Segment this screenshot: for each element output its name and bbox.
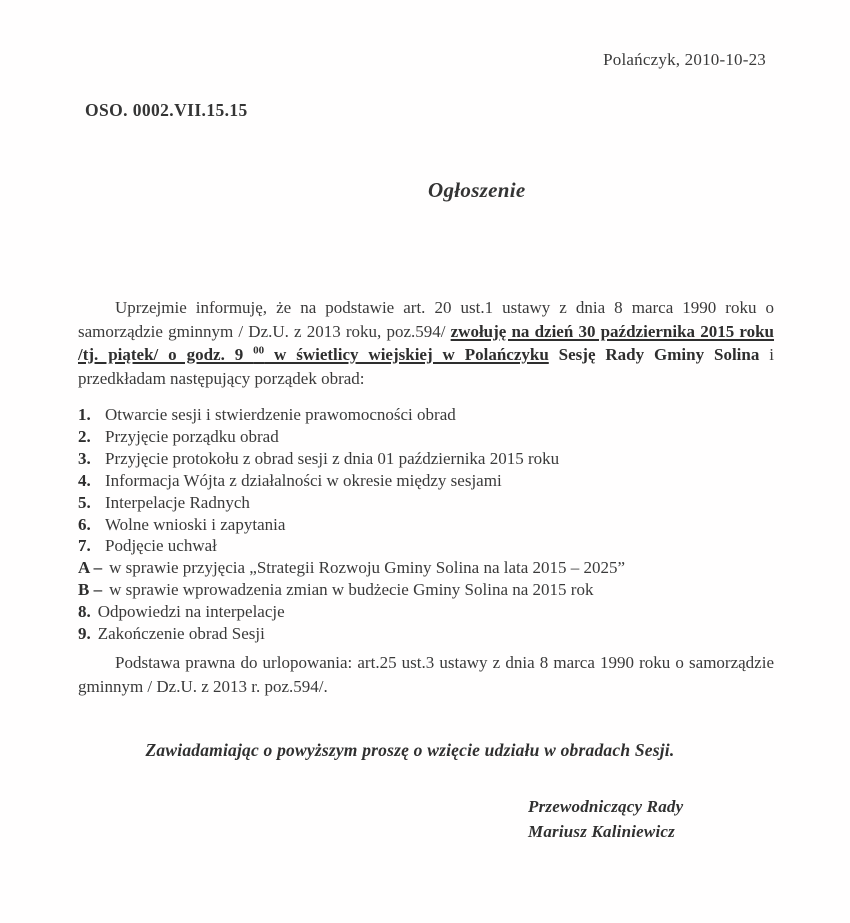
agenda-marker: 3. xyxy=(78,448,91,468)
agenda-marker: 4. xyxy=(78,470,91,490)
agenda-marker: 1. xyxy=(78,405,91,424)
intro-emphasis-part2: w świetlicy wiejskiej w Polańczyku xyxy=(264,345,549,364)
intro-emphasis-part1: zwołuję na dzień 30 października 2015 roku /tj. piątek/ o godz. 9 xyxy=(78,321,775,364)
agenda-item-4 xyxy=(78,470,778,492)
reference-number: OSO. 0002.VII.15.15 xyxy=(85,100,248,120)
intro-lead: Uprzejmie informuję, że na podstawie art. 20 ust.1 ustawy z dnia 8 marca 1990 roku o samorządzie gminnym / Dz.U. z 2013 roku, poz.594/ xyxy=(78,298,774,341)
closing-line: Zawiadamiając o powyższym proszę o wzięcie udziału w obradach Sesji. xyxy=(145,740,675,760)
agenda-marker: 8. xyxy=(78,602,91,622)
agenda-item-7 xyxy=(78,535,778,557)
agenda-marker: B – xyxy=(78,580,103,600)
agenda-text: Odpowiedzi na interpelacje xyxy=(97,602,285,622)
agenda-item-B xyxy=(78,579,778,601)
agenda-marker: 5. xyxy=(78,492,91,512)
agenda-marker: A – xyxy=(78,558,103,578)
agenda-text: Otwarcie sesji i stwierdzenie prawomocności obrad xyxy=(105,405,456,424)
agenda-item-9 xyxy=(78,623,778,645)
signature-block xyxy=(528,795,683,844)
intro-paragraph xyxy=(78,296,774,390)
agenda-list xyxy=(78,404,778,645)
agenda-marker: 2. xyxy=(78,426,91,446)
agenda-marker: 9. xyxy=(78,624,91,644)
signature-role: Przewodniczący Rady xyxy=(528,797,684,816)
agenda-text: Interpelacje Radnych xyxy=(105,492,250,512)
page-title: Ogłoszenie xyxy=(428,178,526,202)
agenda-text: Wolne wnioski i zapytania xyxy=(105,514,286,534)
hour-superscript: 00 xyxy=(253,344,265,357)
agenda-text: Zakończenie obrad Sesji xyxy=(97,624,265,644)
agenda-marker: 7. xyxy=(78,536,91,556)
agenda-text: Przyjęcie protokołu z obrad sesji z dnia 01 października 2015 roku xyxy=(105,448,560,468)
agenda-text: w sprawie przyjęcia „Strategii Rozwoju Gminy Solina na lata 2015 – 2025” xyxy=(109,558,626,578)
intro-tail: i przedkładam następujący porządek obrad: xyxy=(78,345,775,388)
agenda-item-5 xyxy=(78,492,778,514)
agenda-text: Przyjęcie porządku obrad xyxy=(105,426,279,446)
agenda-item-6 xyxy=(78,514,778,536)
legal-basis-paragraph: Podstawa prawna do urlopowania: art.25 ust.3 ustawy z dnia 8 marca 1990 roku o samorządzie gminnym / Dz.U. z 2013 r. poz.594/. xyxy=(78,653,774,696)
agenda-text: w sprawie wprowadzenia zmian w budżecie Gminy Solina na 2015 rok xyxy=(109,580,594,600)
agenda-item-3 xyxy=(78,448,778,470)
agenda-text: Podjęcie uchwał xyxy=(105,536,217,556)
agenda-text: Informacja Wójta z działalności w okresie między sesjami xyxy=(105,470,502,490)
agenda-item-1 xyxy=(78,404,778,426)
signature-name: Mariusz Kaliniewicz xyxy=(528,821,675,841)
agenda-item-8 xyxy=(78,601,778,623)
agenda-item-2 xyxy=(78,426,778,448)
intro-emphasis-bold: Sesję Rady Gminy Solina xyxy=(548,345,760,364)
agenda-marker: 6. xyxy=(78,514,91,534)
date-line: Polańczyk, 2010-10-23 xyxy=(603,50,766,69)
agenda-item-A xyxy=(78,557,778,579)
